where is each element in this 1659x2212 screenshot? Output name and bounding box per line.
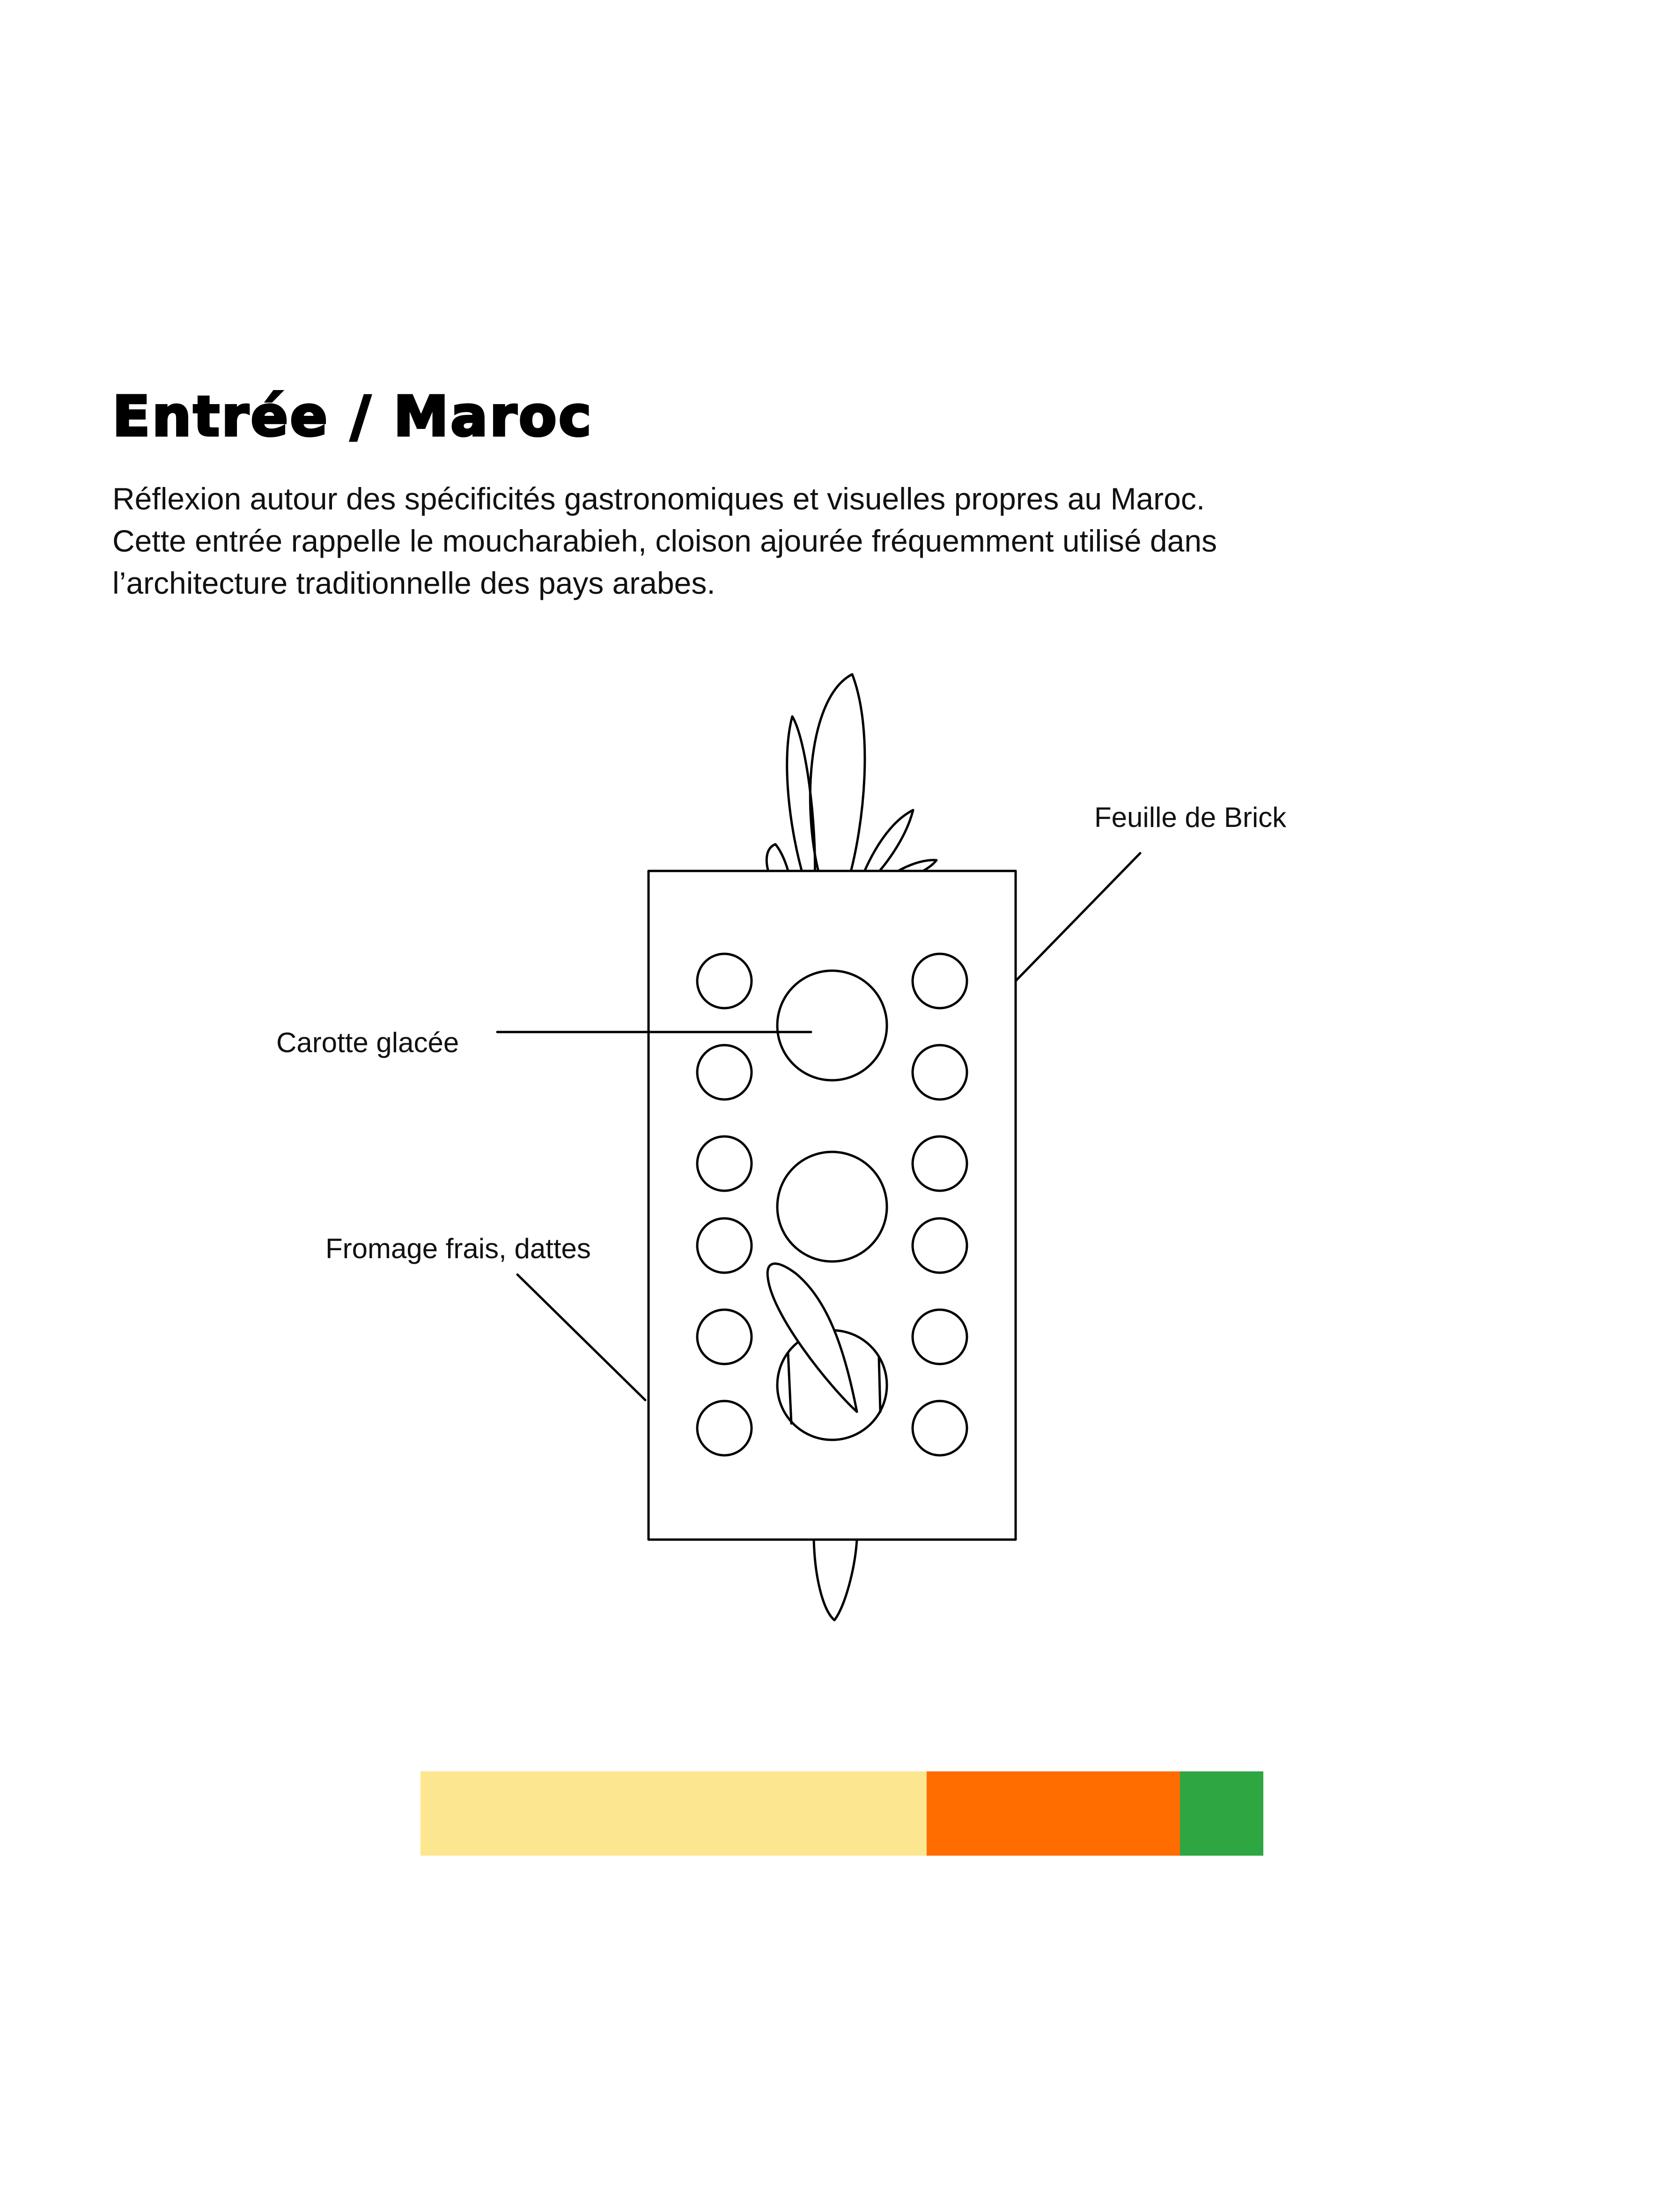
color-palette — [420, 1771, 1263, 1856]
label-feuille-de-brick: Feuille de Brick — [1094, 802, 1287, 833]
leaf-tall-left — [787, 716, 815, 880]
intro-line-2: Cette entrée rappelle le moucharabieh, cloison ajourée fréquemment utilisé dans — [112, 524, 1217, 558]
page-title: Entrée / Maroc — [112, 384, 593, 449]
label-fromage-frais: Fromage frais, dattes — [325, 1233, 591, 1264]
color-swatch-yellow — [420, 1771, 927, 1856]
intro-line-1: Réflexion autour des spécificités gastronomiques et visuelles propres au Maroc. — [112, 481, 1205, 516]
leaf-line-right — [879, 1358, 880, 1412]
leaf-tall-right — [810, 674, 865, 880]
leader-fromage-frais — [517, 1275, 645, 1400]
top-leaves — [767, 674, 936, 880]
bottom-leaf — [814, 1540, 857, 1620]
leader-feuille-de-brick — [1016, 853, 1140, 981]
color-swatch-orange — [927, 1771, 1180, 1856]
color-swatch-green — [1180, 1771, 1263, 1856]
intro-line-3: l’architecture traditionnelle des pays arabes. — [112, 566, 715, 600]
label-carotte-glacee: Carotte glacée — [276, 1027, 459, 1058]
